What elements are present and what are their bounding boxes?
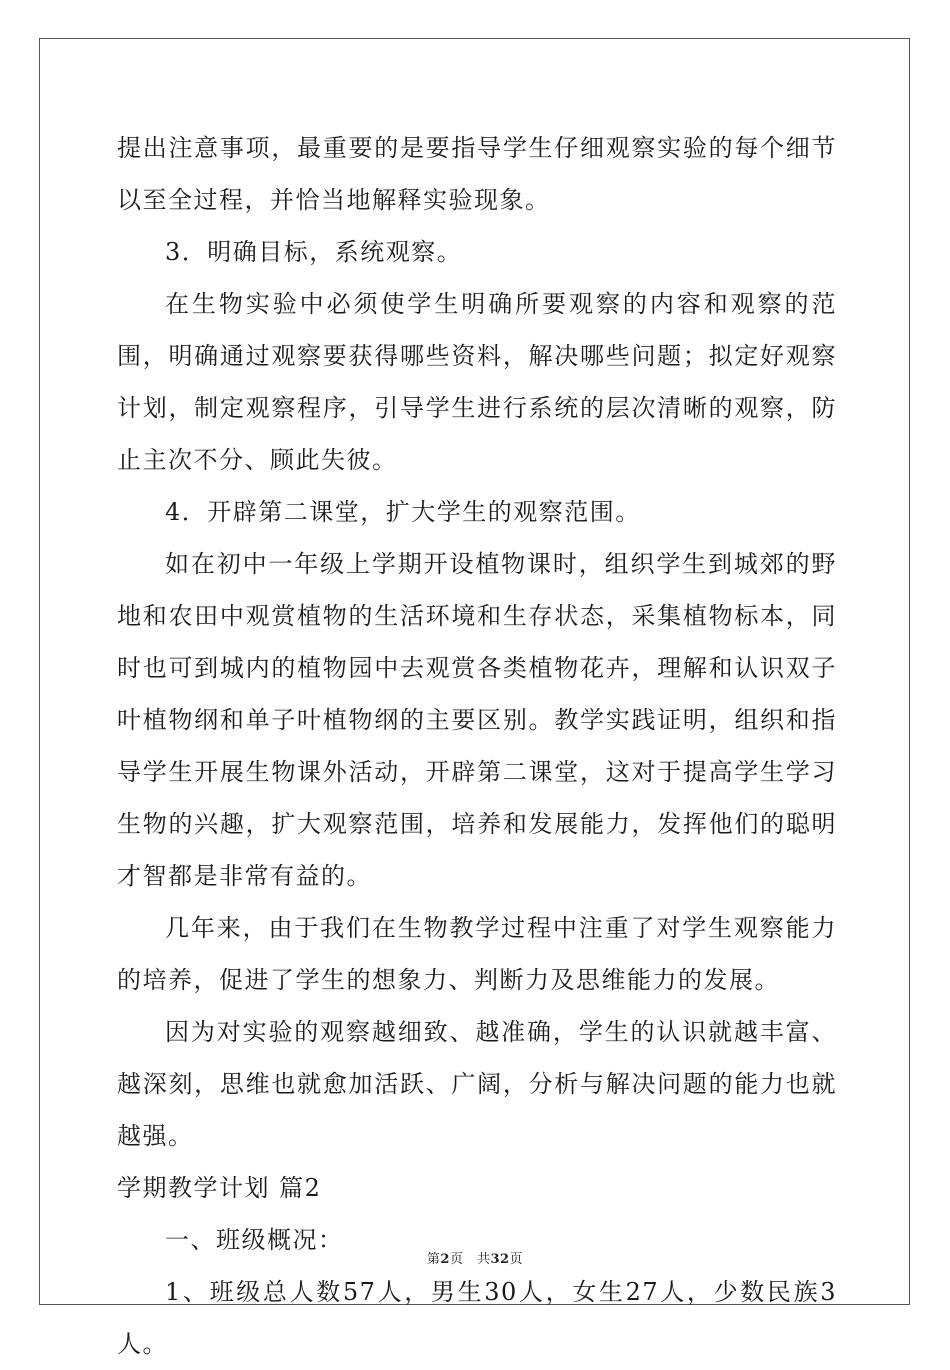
footer-prefix: 第 [426,1252,441,1267]
section-heading: 学期教学计划 篇2 [117,1174,322,1202]
footer-mid: 页 共 [449,1252,491,1267]
paragraph-2: 3．明确目标，系统观察。 [165,238,463,266]
section-paragraph-2: 1、班级总人数57人，男生30人，女生27人，少数民族3人。 [117,1278,837,1358]
section-paragraph-1: 一、班级概况： [165,1226,344,1254]
footer-total-pages: 32 [490,1252,510,1267]
footer-suffix: 页 [509,1252,524,1267]
paragraph-3: 在生物实验中必须使学生明确所要观察的内容和观察的范围，明确通过观察要获得哪些资料，解决哪些问题；拟定好观察计划，制定观察程序，引导学生进行系统的层次清晰的观察，防止主次不分、顾此失彼。 [117,290,837,474]
paragraph-4: 4．开辟第二课堂，扩大学生的观察范围。 [165,498,641,526]
paragraph-1: 提出注意事项，最重要的是要指导学生仔细观察实验的每个细节以至全过程，并恰当地解释实验现象。 [117,134,837,214]
footer-page-number: 2 [440,1252,450,1267]
paragraph-7: 因为对实验的观察越细致、越准确，学生的认识就越丰富、越深刻，思维也就愈加活跃、广阔，分析与解决问题的能力也就越强。 [117,1018,837,1150]
paragraph-5: 如在初中一年级上学期开设植物课时，组织学生到城郊的野地和农田中观赏植物的生活环境和生存状态，采集植物标本，同时也可到城内的植物园中去观赏各类植物花卉，理解和认识双子叶植物纲和单子叶植物纲的主要区别。教学实践证明，组织和指导学生开展生物课外活动，开辟第二课堂，这对于提高学生学习生物的兴趣，扩大观察范围，培养和发展能力，发挥他们的聪明才智都是非常有益的。 [117,550,837,890]
paragraph-6: 几年来，由于我们在生物教学过程中注重了对学生观察能力的培养，促进了学生的想象力、判断力及思维能力的发展。 [117,914,837,994]
page-footer [0,1248,950,1267]
document-body [117,122,837,1370]
